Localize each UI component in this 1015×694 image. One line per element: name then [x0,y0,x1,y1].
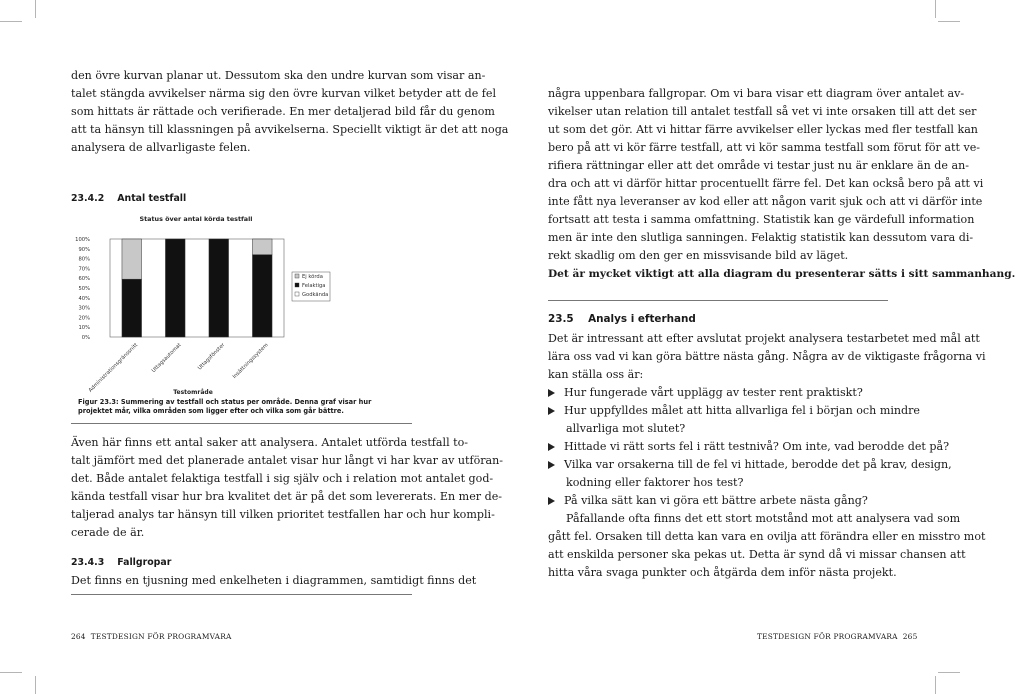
text-line: några uppenbara fallgropar. Om vi bara visar ett diagram över antalet av- [548,87,965,100]
y-tick-label: 70% [78,266,90,273]
crop-mark [935,676,936,694]
divider [71,423,412,424]
legend-swatch [295,274,299,278]
text-line: Även här finns ett antal saker att analysera. Antalet utförda testfall to- [71,436,469,449]
text-line: taljerad analys tar hänsyn till vilken prioritet testfallen har och hur kompli- [71,508,495,521]
section-heading: 23.4.2 Antal testfall [71,193,187,204]
text-line: talet stängda avvikelser närma sig den övre kurvan vilket betyder att de fel [71,87,497,100]
crop-mark [938,21,960,22]
text-line: men är inte den slutliga sanningen. Felaktig statistik kan dessutom vara di- [548,231,974,244]
text-line: gått fel. Orsaken till detta kan vara en ovilja att förändra eller en misstro mot [548,530,986,543]
crop-mark [35,676,36,694]
bullet-arrow-icon [548,407,555,415]
y-tick-label: 90% [78,246,90,253]
text-line: rifiera rättningar eller att det område vi testar just nu är enklare än de an- [548,159,970,172]
bullet-item [548,402,986,420]
text-line: talt jämfört med det planerade antalet visar hur långt vi har kvar av utföran- [71,454,504,467]
text-line: analysera de allvarligaste felen. [71,141,251,154]
text-line: ut som det gör. Att vi hittar färre avvikelser eller lyckas med fler testfall kan [548,123,978,136]
text-line: kända testfall visar hur bra kvalitet det är på det som levererats. En mer de- [71,490,503,503]
y-tick-label: 30% [78,305,90,312]
bullet-item [548,492,986,510]
bullet-item [548,438,986,456]
subsection-heading: 23.4.3 Fallgropar [71,557,172,568]
last-line: Det finns en tjusning med enkelheten i diagrammen, samtidigt finns det [71,574,477,587]
text-line: hitta våra svaga punkter och åtgärda dem inför nästa projekt. [548,566,897,579]
status-chart [66,210,346,400]
x-axis-label: Testområde [173,389,213,396]
top-paragraph [548,85,1015,283]
text-line: som hittats är rättade och verifierade. En mer detaljerad bild får du genom [71,105,495,118]
figure-caption [78,398,371,416]
page-footer: TESTDESIGN FÖR PROGRAMVARA 265 [757,632,918,641]
emphasis-line: Det är mycket viktigt att alla diagram du presenterar sätts i sitt sammanhang. [548,268,1015,280]
bullet-text: Hur fungerade vårt upplägg av tester rent praktiskt? [564,386,863,399]
bullet-item [548,384,986,402]
text-line: att enskilda personer ska pekas ut. Detta är synd då vi missar chansen att [548,548,966,561]
divider [548,300,888,301]
crop-mark [0,672,22,673]
bar-segment-felaktiga [252,255,272,337]
bar-segment-ej-körda [122,239,142,279]
section-heading: 23.5 Analys i efterhand [548,313,696,325]
text-line: dra och att vi därför hittar procentuellt färre fel. Det kan också bero på att vi [548,177,984,190]
bullet-text: På vilka sätt kan vi göra ett bättre arbete nästa gång? [564,494,868,507]
page-footer: 264 TESTDESIGN FÖR PROGRAMVARA [71,632,232,641]
chart-title: Status över antal körda testfall [139,215,253,223]
bar-segment-felaktiga [209,239,229,337]
bullet-arrow-icon [548,497,555,505]
bullet-arrow-icon [548,389,555,397]
text-line: bero på att vi kör färre testfall, att vi kör samma testfall som förut för att ve- [548,141,981,154]
y-tick-label: 80% [78,256,90,263]
text-line: fortsatt att testa i samma omfattning. Statistik kan ge värdefull information [548,213,975,226]
text-line: inte fått nya leveranser av kod eller att någon varit sjuk och att vi därför inte [548,195,983,208]
text-line: vikelser utan relation till antalet testfall så vet vi inte orsaken till att det ser [548,105,977,118]
bullet-arrow-icon [548,461,555,469]
y-tick-label: 0% [81,335,90,341]
divider [71,594,412,595]
bullet-text: Hur uppfylldes målet att hitta allvarliga fel i början och mindre [564,404,920,417]
bullet-text: Vilka var orsakerna till de fel vi hittade, berodde det på krav, design, [564,458,952,471]
caption-line: projektet mår, vilka områden som ligger efter och vilka som går bättre. [78,407,344,415]
legend-swatch [295,292,299,296]
text-line: rekt skadlig om den ger en missvisande bild av läget. [548,249,849,262]
bar-segment-felaktiga [122,279,142,337]
legend-label: Ej körda [302,274,323,280]
bullet-continuation: kodning eller faktorer hos test? [566,476,744,489]
bullet-text: Hittade vi rätt sorts fel i rätt testnivå? Om inte, vad berodde det på? [564,440,950,453]
y-tick-label: 60% [78,276,90,283]
legend-swatch [295,283,299,287]
intro-paragraph [71,67,508,157]
bullet-continuation: allvarliga mot slutet? [566,422,686,435]
legend-label: Godkända [302,292,329,298]
crop-mark [0,21,22,22]
crop-mark [938,672,960,673]
x-tick-label: Insättningssystem [231,342,270,381]
crop-mark [35,0,36,18]
analysis-paragraph [548,330,986,582]
bullet-arrow-icon [548,443,555,451]
text-line: cerade de är. [71,526,145,539]
x-tick-label: Uttagsfönster [196,342,227,372]
body-paragraph [71,434,503,542]
y-tick-label: 10% [78,325,90,332]
y-tick-label: 40% [78,295,90,302]
text-line: Påfallande ofta finns det ett stort motstånd mot att analysera vad som [566,512,961,525]
bullet-item [548,456,986,474]
y-tick-label: 50% [78,286,90,292]
y-tick-label: 100% [75,237,90,243]
text-line: Det är intressant att efter avslutat projekt analysera testarbetet med mål att [548,332,980,345]
text-line: lära oss vad vi kan göra bättre nästa gång. Några av de viktigaste frågorna vi [548,350,986,363]
bar-segment-ej-körda [252,239,272,255]
caption-line: Figur 23.3: Summering av testfall och status per område. Denna graf visar hur [78,398,372,406]
x-tick-label: Uttagsautomat [150,342,183,374]
crop-mark [935,0,936,18]
legend-label: Felaktiga [302,283,326,289]
text-line: att ta hänsyn till klassningen på avvikelserna. Speciellt viktigt är det att noga [71,123,509,136]
y-tick-label: 20% [78,315,90,322]
text-line: det. Både antalet felaktiga testfall i sig själv och i relation mot antalet god- [71,472,494,485]
x-tick-label: Administrationsgränssnitt [87,342,140,394]
text-line: kan ställa oss är: [548,368,644,381]
text-line: den övre kurvan planar ut. Dessutom ska den undre kurvan som visar an- [71,69,486,82]
bar-segment-felaktiga [165,239,185,337]
